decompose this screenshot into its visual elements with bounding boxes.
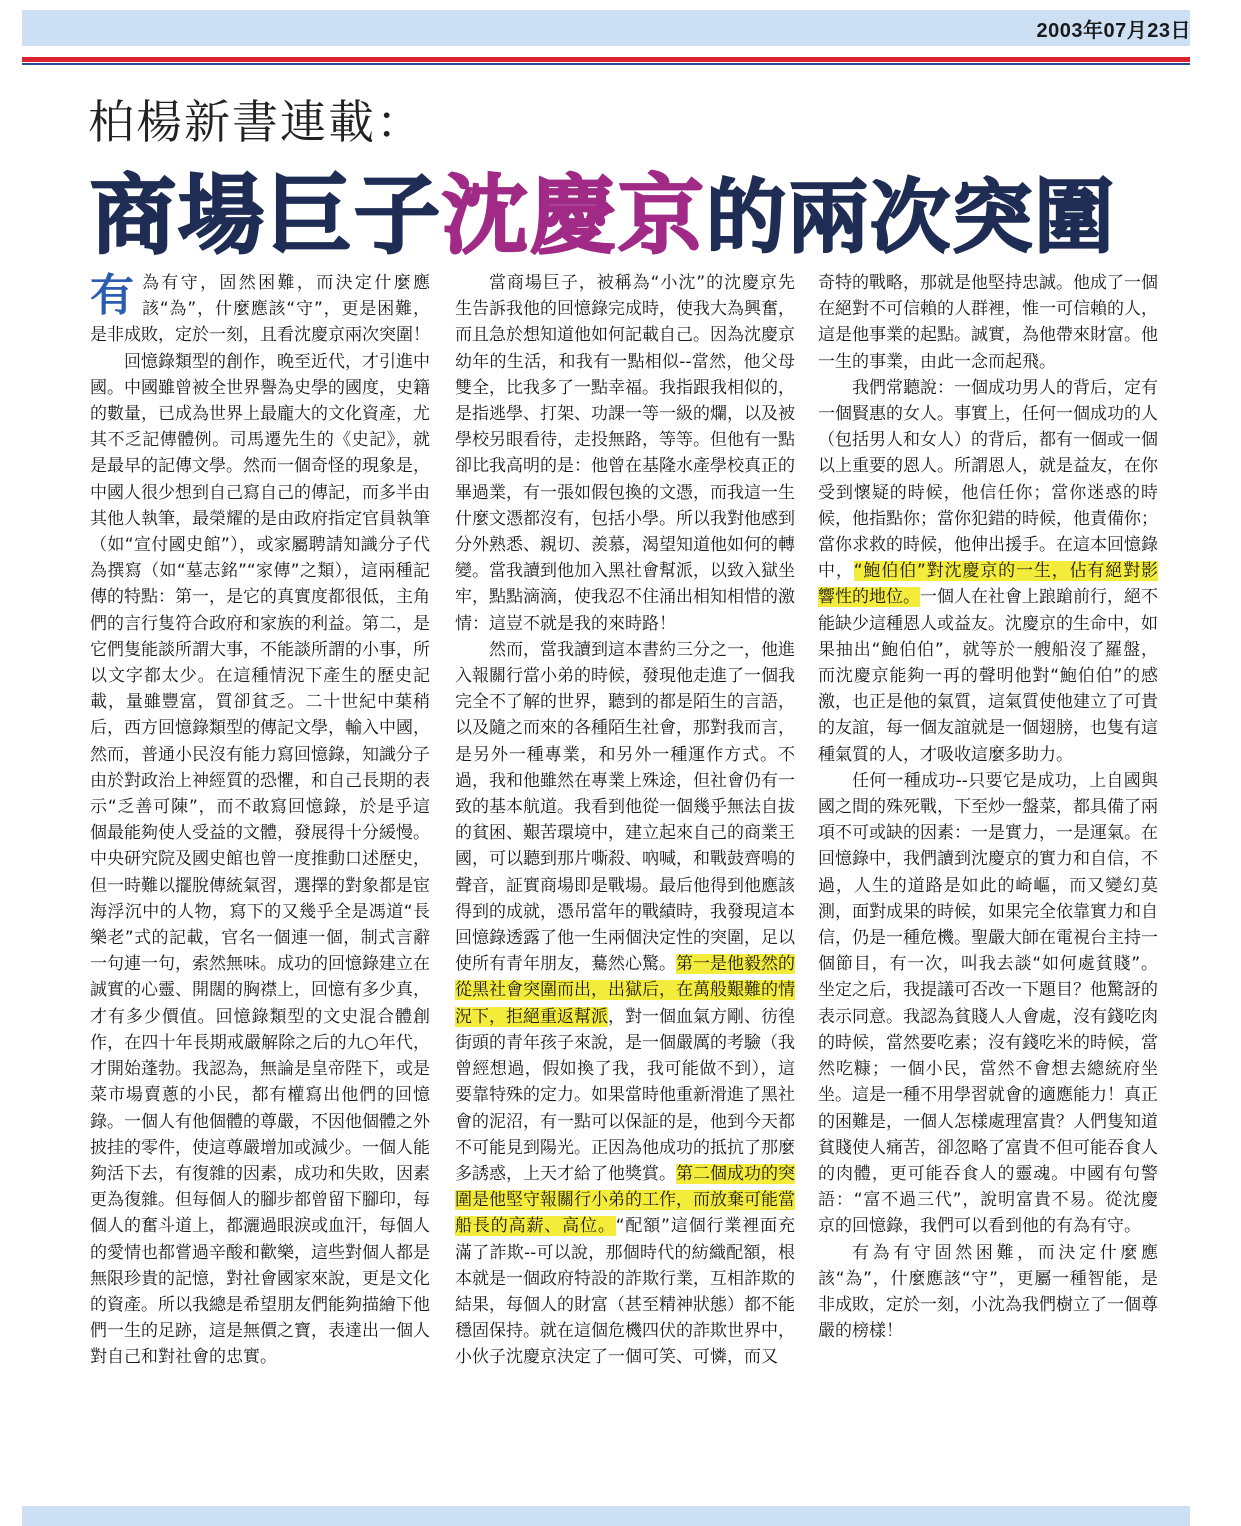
highlighted-text: 第一是他毅然的從黑社會突圍而出，出獄后，在萬般艱難的情況下，拒絕重返幫派 [455, 954, 795, 1027]
highlighted-text: 第二個成功的突圍是他堅守報關行小弟的工作，而放棄可能當船長的高薪、高位。 [455, 1163, 795, 1237]
headline-suffix: 的兩次突圍 [706, 171, 1116, 264]
paragraph: 奇特的戰略，那就是他堅持忠誠。他成了一個在絕對不可信賴的人群裡，惟一可信賴的人，這是他事業的起點。誠實，為他帶來財富。他一生的事業，由此一念而起飛。 [818, 273, 1158, 372]
header-band [22, 10, 1190, 46]
header-blue-rule [22, 63, 1190, 65]
article-headline [90, 146, 1116, 270]
article-column-3 [818, 270, 1158, 1344]
paragraph-text: 一個人在社會上踉蹌前行，絕不能缺少這種恩人或益友。沈慶京的生命中，如果抽出“鮑伯伯”，就等於一艘船沒了羅盤，而沈慶京能夠一再的聲明他對“鮑伯伯”的感激，也正是他的氣質，這氣質使他建立了可貴的友誼，每一個友誼就是一個翅膀，也隻有這種氣質的人，才吸收這麼多助力。 [818, 587, 1158, 765]
highlighted-text: “鮑伯伯”對沈慶京的一生，佔有絕對影響性的地位。 [818, 561, 1158, 608]
headline-prefix: 商場巨子 [90, 166, 442, 266]
paragraph-text: ，對一個血氣方剛、彷徨街頭的青年孩子來說，是一個嚴厲的考驗（我曾經想過，假如換了我，我可能做不到），這要靠特殊的定力。如果當時他重新滑進了黑社會的泥沼，有一點可以保証的是，他到今天都不可能見到陽光。正因為他成功的抵抗了那麼多誘惑，上天才給了他獎賞。 [455, 1006, 795, 1184]
paragraph: 有為有守固然困難，而決定什麼應該“為”，什麼應該“守”，更屬一種智能，是非成敗，定於一刻，小沈為我們樹立了一個尊嚴的榜樣！ [818, 1242, 1158, 1342]
paragraph [455, 637, 795, 1371]
headline-name: 沈慶京 [442, 166, 706, 266]
article-kicker: 柏楊新書連載： [88, 95, 424, 149]
paragraph [818, 375, 1158, 768]
paragraph-text: 然而，當我讀到這本書約三分之一，他進入報關行當小弟的時候，發現他走進了一個我完全不了解的世界，聽到的都是陌生的言語，以及隨之而來的各種陌生社會，那對我而言，是另外一種專業，和另外一種運作方式。不過，我和他雖然在專業上殊途，但社會仍有一致的基本航道。我看到他從一個幾乎無法自拔的貧困、艱苦環境中，建立起來自己的商業王國，可以聽到那片嘶殺、吶喊，和戰鼓齊鳴的聲音，証實商場即是戰場。最后他得到他應該得到的成就，憑吊當年的戰績時，我發現這本回憶錄透露了他一生兩個決定性的突圍，足以使所有青年朋友，驀然心驚。 [455, 639, 795, 975]
intro-text: 為有守，固然困難，而決定什麼應該“為”，什麼應該“守”，更是困難，是非成敗，定於一刻，且看沈慶京兩次突圍！ [90, 273, 430, 346]
article-column-2 [455, 270, 795, 1371]
paragraph-text: 我們常聽說：一個成功男人的背后，定有一個賢惠的女人。事實上，任何一個成功的人（包括男人和女人）的背后，都有一個或一個以上重要的恩人。所謂恩人，就是益友，在你受到懷疑的時候，他信任你；當你迷惑的時候，他指點你；當你犯錯的時候，他責備你；當你求救的時候，他伸出援手。在這本回憶錄中， [818, 377, 1158, 582]
article-column-1 [90, 270, 430, 1371]
paragraph-text: “配額”這個行業裡面充滿了詐欺--可以說，那個時代的紡織配額，根本就是一個政府特設的詐欺行業，互相詐欺的結果，每個人的財富（甚至精神狀態）都不能穩固保持。就在這個危機四伏的詐欺世界中，小伙子沈慶京決定了一個可笑、可憐，而又 [455, 1216, 795, 1368]
paragraph [90, 270, 430, 349]
paragraph: 當商場巨子，被稱為“小沈”的沈慶京先生告訴我他的回憶錄完成時，使我大為興奮，而且急於想知道他如何記載自己。因為沈慶京幼年的生活，和我有一點相似--當然，他父母雙全，比我多了一點幸福。我指跟我相似的，是指逃學、打架、功課一等一級的爛，以及被學校另眼看待，走投無路，等等。但他有一點卻比我高明的是：他曾在基隆水產學校真正的畢過業，有一張如假包換的文憑，而我這一生什麼文憑都沒有，包括小學。所以我對他感到分外熟悉、親切、羨慕，渴望知道他如何的轉變。當我讀到他加入黑社會幫派，以致入獄坐牢，點點滴滴，使我忍不住涌出相知相惜的激情：這豈不就是我的來時路！ [455, 273, 795, 634]
paragraph: 任何一種成功--只要它是成功，上自國與國之間的殊死戰，下至炒一盤菜，都具備了兩項不可或缺的因素：一是實力，一是運氣。在回憶錄中，我們讀到沈慶京的實力和自信，不過，人生的道路是如此的崎嶇，而又變幻莫測，面對成果的時候，如果完全依靠實力和自信，仍是一種危機。聖嚴大師在電視台主持一個節目，有一次，叫我去談“如何處貧賤”。坐定之后，我提議可否改一下題目？他驚訝的表示同意。我認為貧賤人人會處，沒有錢吃肉的時候，當然要吃素；沒有錢吃米的時候，當然吃糠；一個小民，當然不會想去總統府坐坐。這是一種不用學習就會的適應能力！真正的困難是，一個人怎樣處理富貴？人們隻知道貧賤使人痛苦，卻忽略了富貴不但可能吞食人的肉體，更可能吞食人的靈魂。中國有句警語：“富不過三代”，說明富貴不易。從沈慶京的回憶錄，我們可以看到他的有為有守。 [818, 770, 1158, 1237]
header-red-rule [22, 57, 1190, 62]
footer-band [22, 1506, 1190, 1526]
paragraph: 回憶錄類型的創作，晚至近代，才引進中國。中國雖曾被全世界譽為史學的國度，史籍的數量，已成為世界上最龐大的文化資產，尤其不乏記傳體例。司馬遷先生的《史記》，就是最早的記傳文學。然而一個奇怪的現象是，中國人很少想到自己寫自己的傳記，而多半由其他人執筆，最榮耀的是由政府指定官員執筆（如“宣付國史館”），或家屬聘請知識分子代為撰寫（如“墓志銘”“家傳”之類），這兩種記傳的特點：第一，是它的真實度都很低，主角們的言行隻符合政府和家族的利益。第二，是它們隻能談所謂大事，不能談所謂的小事，所以文字都太少。在這種情況下產生的歷史記載，量雖豐富，質卻貧乏。二十世紀中葉稍后，西方回憶錄類型的傳記文學，輸入中國，然而，普通小民沒有能力寫回憶錄，知識分子由於對政治上神經質的恐懼，和自己長期的表示“乏善可陳”，而不敢寫回憶錄，於是乎這個最能夠使人受益的文體，發展得十分緩慢。中央研究院及國史館也曾一度推動口述歷史，但一時難以擺脫傳統氣習，選擇的對象都是宦海浮沉中的人物，寫下的又幾乎全是馮道“長樂老”式的記載，官名一個連一個，制式言辭一句連一句，索然無味。成功的回憶錄建立在誠實的心靈、開闊的胸襟上，回憶有多少真，才有多少價值。回憶錄類型的文史混合體創作，在四十年長期戒嚴解除之后的九○年代，才開始蓬勃。我認為，無論是皇帝陛下，或是菜市場賣蔥的小民，都有權寫出他們的回憶錄。一個人有他個體的尊嚴，不因他個體之外披挂的零件，使這尊嚴增加或減少。一個人能夠活下去，有復雜的因素，成功和失敗，因素更為復雜。但每個人的腳步都曾留下腳印，每個人的奮斗道上，都灑過眼淚或血汗，每個人的愛情也都嘗過辛酸和歡樂，這些對個人都是無限珍貴的記憶，對社會國家來說，更是文化的資產。所以我總是希望朋友們能夠描繪下他們一生的足跡，這是無價之寶，表達出一個人對自己和對社會的忠實。 [90, 351, 430, 1368]
issue-date: 2003年07月23日 [1036, 20, 1191, 42]
drop-cap: 有 [90, 270, 134, 321]
